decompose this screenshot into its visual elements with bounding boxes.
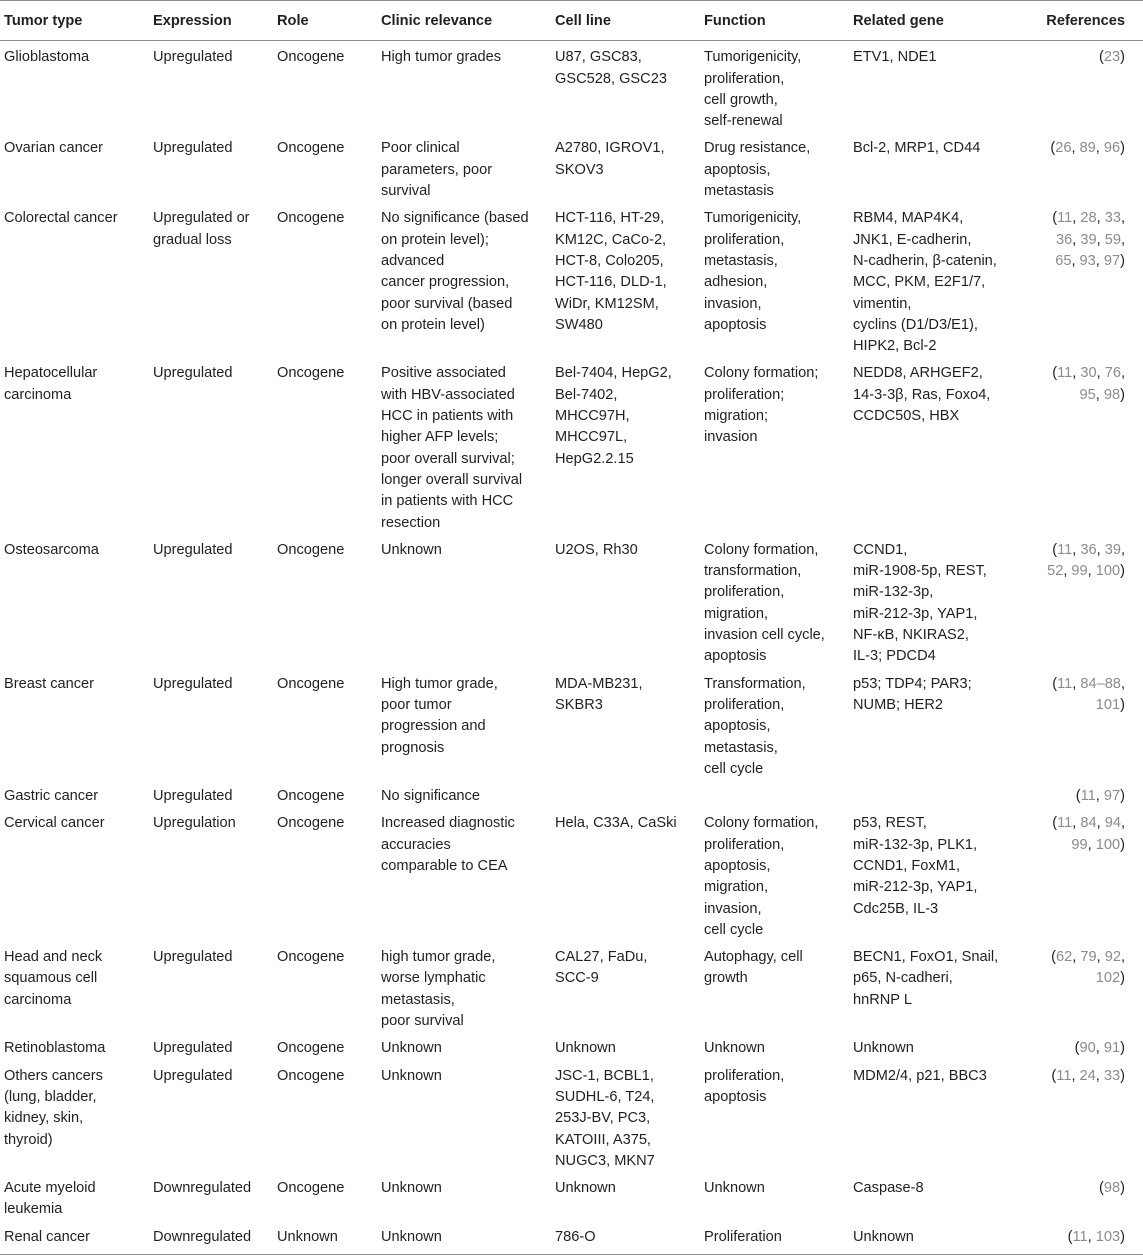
table-row: [0, 537, 1143, 671]
cell-clinic-relevance: High tumor grade, poor tumor progression and prognosis: [381, 675, 498, 756]
reference-link[interactable]: 76: [1104, 365, 1121, 382]
cell-tumor-type: Retinoblastoma: [4, 1040, 106, 1057]
cell-cell-line: Unknown: [555, 1040, 616, 1057]
cell-tumor-type: Gastric cancer: [4, 788, 99, 805]
cell-cell-line: HCT-116, HT-29, KM12C, CaCo-2, HCT-8, Colo205, HCT-116, DLD-1, WiDr, KM12SM, SW480: [555, 210, 667, 333]
cell-role: Oncogene: [277, 210, 345, 227]
cell-clinic-relevance: Poor clinical parameters, poor survival: [381, 140, 493, 200]
cell-tumor-type: Osteosarcoma: [4, 541, 99, 558]
cell-related-gene: ETV1, NDE1: [853, 49, 937, 66]
cell-clinic-relevance: Unknown: [381, 1180, 442, 1197]
reference-link[interactable]: 26: [1055, 140, 1072, 157]
cell-role: Oncogene: [277, 1040, 345, 1057]
cell-cell-line: Unknown: [555, 1180, 616, 1197]
cell-references: (11, 36, 39, 52, 99, 100): [1047, 541, 1125, 580]
reference-link[interactable]: 33: [1103, 1067, 1121, 1084]
cell-related-gene: RBM4, MAP4K4, JNK1, E-cadherin, N-cadherin, β-catenin, MCC, PKM, E2F1/7, vimentin, cyclins (D1/D3/E1), HIPK2, Bcl-2: [853, 210, 997, 355]
reference-link[interactable]: 11: [1057, 210, 1073, 227]
table-row: [0, 1035, 1143, 1062]
reference-link[interactable]: 30: [1080, 365, 1097, 382]
cell-tumor-type: Renal cancer: [0, 1224, 149, 1255]
cell-clinic-relevance: Increased diagnostic accuracies comparable to CEA: [381, 815, 515, 874]
table-row: [0, 783, 1143, 810]
reference-link[interactable]: 103: [1095, 1228, 1121, 1245]
cell-clinic-relevance: Unknown: [381, 1067, 442, 1084]
cell-expression: Upregulated: [153, 949, 233, 966]
cell-references: (62, 79, 92, 102): [1051, 949, 1125, 987]
reference-link[interactable]: 95: [1079, 386, 1096, 403]
reference-link[interactable]: 93: [1079, 252, 1096, 269]
reference-link[interactable]: 79: [1080, 949, 1097, 966]
cell-role: Oncogene: [277, 1067, 345, 1084]
cell-related-gene: Caspase-8: [853, 1180, 924, 1197]
header-role: Role: [273, 1, 377, 41]
reference-link[interactable]: 97: [1103, 788, 1121, 805]
cell-function: Unknown: [704, 1180, 765, 1197]
reference-link[interactable]: 39: [1104, 541, 1121, 558]
cell-tumor-type: Acute myeloid leukemia: [4, 1180, 96, 1218]
cell-cell-line: A2780, IGROV1, SKOV3: [555, 140, 665, 178]
cell-references: (90, 91): [1074, 1040, 1125, 1057]
cell-function: Tumorigenicity, proliferation, cell growth, self-renewal: [704, 49, 802, 130]
reference-link[interactable]: 11: [1056, 1067, 1072, 1084]
cell-role: Oncogene: [277, 365, 345, 382]
cell-function: Unknown: [704, 1040, 765, 1057]
cell-expression: Downregulated: [153, 1180, 252, 1197]
cell-expression: Upregulated: [153, 788, 233, 805]
cell-related-gene: Bcl-2, MRP1, CD44: [853, 140, 981, 157]
cell-clinic-relevance: Unknown: [377, 1224, 551, 1255]
cell-clinic-relevance: No significance (based on protein level); advanced cancer progression, poor survival (based on protein level): [381, 210, 529, 333]
cell-role: Unknown: [273, 1224, 377, 1255]
reference-link[interactable]: 100: [1095, 836, 1121, 853]
cell-function: Drug resistance, apoptosis, metastasis: [704, 140, 811, 200]
cell-expression: Upregulated: [153, 365, 233, 382]
cell-function: Proliferation: [700, 1224, 849, 1255]
reference-link[interactable]: 91: [1103, 1040, 1121, 1057]
cell-role: Oncogene: [277, 815, 345, 832]
header-references: References: [1040, 1, 1143, 41]
table-row: [0, 671, 1143, 783]
cell-expression: Upregulated: [153, 1067, 233, 1084]
cell-cell-line: U2OS, Rh30: [555, 541, 638, 558]
cell-expression: Upregulated or gradual loss: [153, 210, 250, 248]
reference-link[interactable]: 90: [1079, 1040, 1096, 1057]
cell-role: Oncogene: [277, 1180, 345, 1197]
cell-related-gene: NEDD8, ARHGEF2, 14-3-3β, Ras, Foxo4, CCDC50S, HBX: [853, 365, 991, 425]
cell-related-gene: CCND1, miR-1908-5p, REST, miR-132-3p, miR-212-3p, YAP1, NF-κB, NKIRAS2, IL-3; PDCD4: [853, 541, 987, 665]
cell-function: proliferation, apoptosis: [704, 1067, 785, 1105]
cell-clinic-relevance: high tumor grade, worse lymphatic metastasis, poor survival: [381, 949, 496, 1030]
reference-link[interactable]: 89: [1079, 140, 1096, 157]
reference-link[interactable]: 23: [1103, 49, 1121, 66]
cell-role: Oncogene: [277, 675, 345, 692]
cell-references: (11, 24, 33): [1051, 1067, 1125, 1084]
table-row: [0, 944, 1143, 1035]
header-cell-line: Cell line: [551, 1, 700, 41]
cell-role: Oncogene: [277, 541, 345, 558]
reference-link[interactable]: 84: [1080, 815, 1097, 832]
cell-tumor-type: Colorectal cancer: [4, 210, 118, 227]
cell-clinic-relevance: Positive associated with HBV-associated HCC in patients with higher AFP levels; poor overall survival; longer overall survival in patients with HCC resection: [381, 365, 523, 531]
cell-references: (11, 97): [1075, 788, 1125, 805]
cell-tumor-type: Cervical cancer: [4, 815, 105, 832]
cell-role: Oncogene: [277, 140, 345, 157]
cell-cell-line: U87, GSC83, GSC528, GSC23: [555, 49, 667, 87]
cell-role: Oncogene: [277, 788, 345, 805]
reference-link[interactable]: 98: [1103, 386, 1121, 403]
cell-references: (11, 84–88, 101): [1052, 675, 1125, 713]
cell-references: (98): [1099, 1180, 1125, 1197]
cell-related-gene: p53, REST, miR-132-3p, PLK1, CCND1, FoxM1, miR-212-3p, YAP1, Cdc25B, IL-3: [853, 815, 978, 917]
reference-link[interactable]: 62: [1056, 949, 1073, 966]
table-row: [0, 1063, 1143, 1175]
header-function: Function: [700, 1, 849, 41]
reference-link[interactable]: 84–88: [1080, 675, 1121, 692]
cell-related-gene: Unknown: [853, 1040, 914, 1057]
reference-link[interactable]: 97: [1103, 252, 1121, 269]
cell-cell-line: 786-O: [551, 1224, 700, 1255]
header-tumor-type: Tumor type: [0, 1, 149, 41]
cell-expression: Upregulated: [153, 541, 233, 558]
cell-function: Colony formation, proliferation, apoptosis, migration, invasion, cell cycle: [704, 815, 819, 938]
cell-tumor-type: Hepatocellular carcinoma: [4, 365, 98, 403]
cell-function: Tumorigenicity, proliferation, metastasis, adhesion, invasion, apoptosis: [704, 210, 802, 333]
cell-expression: Upregulated: [153, 1040, 233, 1057]
reference-link[interactable]: 33: [1104, 210, 1121, 227]
reference-link[interactable]: 39: [1080, 231, 1097, 248]
reference-link[interactable]: 98: [1103, 1180, 1121, 1197]
header-clinic-relevance: Clinic relevance: [377, 1, 551, 41]
table-row: [0, 205, 1143, 360]
reference-link[interactable]: 36: [1056, 231, 1073, 248]
reference-link[interactable]: 96: [1103, 140, 1121, 157]
cell-cell-line: Bel-7404, HepG2, Bel-7402, MHCC97H, MHCC97L, HepG2.2.15: [555, 365, 672, 467]
cell-related-gene: [849, 783, 1040, 810]
cell-cell-line: Hela, C33A, CaSki: [555, 815, 677, 832]
reference-link[interactable]: 11: [1057, 365, 1073, 382]
cell-related-gene: p53; TDP4; PAR3; NUMB; HER2: [853, 675, 972, 713]
reference-link[interactable]: 52: [1047, 563, 1064, 580]
cell-clinic-relevance: High tumor grades: [381, 49, 502, 66]
cell-expression: Upregulated: [153, 49, 233, 66]
cell-function: [700, 783, 849, 810]
cell-tumor-type: Head and neck squamous cell carcinoma: [4, 949, 103, 1008]
cell-clinic-relevance: Unknown: [381, 541, 442, 558]
cell-function: Transformation, proliferation, apoptosis, metastasis, cell cycle: [704, 675, 806, 777]
cell-tumor-type: Ovarian cancer: [4, 140, 103, 157]
reference-link[interactable]: 101: [1095, 696, 1121, 713]
cell-references: (11, 30, 76, 95, 98): [1052, 365, 1125, 403]
cell-function: Colony formation, transformation, proliferation, migration, invasion cell cycle, apoptosis: [704, 541, 825, 665]
reference-link[interactable]: 11: [1057, 541, 1073, 558]
reference-link[interactable]: 102: [1095, 970, 1121, 987]
cell-references: (11, 103): [1040, 1224, 1143, 1255]
reference-link[interactable]: 99: [1071, 563, 1088, 580]
header-related-gene: Related gene: [849, 1, 1040, 41]
cell-expression: Upregulation: [153, 815, 236, 832]
table-row: [0, 360, 1143, 536]
cell-cell-line: CAL27, FaDu, SCC-9: [555, 949, 648, 987]
reference-link[interactable]: 94: [1104, 815, 1121, 832]
table-row: [0, 1175, 1143, 1224]
cell-role: Oncogene: [277, 949, 345, 966]
reference-link[interactable]: 92: [1104, 949, 1121, 966]
reference-link[interactable]: 36: [1080, 541, 1097, 558]
header-expression: Expression: [149, 1, 273, 41]
cell-references: (26, 89, 96): [1050, 140, 1125, 157]
cell-tumor-type: Others cancers (lung, bladder, kidney, skin, thyroid): [4, 1067, 103, 1148]
cell-expression: Upregulated: [153, 140, 233, 157]
table-row: [0, 41, 1143, 136]
reference-link[interactable]: 59: [1104, 231, 1121, 248]
cell-references: (11, 28, 33, 36, 39, 59, 65, 93, 97): [1052, 210, 1125, 269]
cell-cell-line: JSC-1, BCBL1, SUDHL-6, T24, 253J-BV, PC3, KATOIII, A375, NUGC3, MKN7: [555, 1067, 655, 1169]
cell-references: (11, 84, 94, 99, 100): [1052, 815, 1125, 853]
cell-tumor-type: Glioblastoma: [4, 49, 90, 66]
reference-link[interactable]: 99: [1071, 836, 1088, 853]
cell-function: Autophagy, cell growth: [704, 949, 803, 987]
cell-cell-line: [551, 783, 700, 810]
reference-link[interactable]: 11: [1057, 675, 1073, 692]
reference-link[interactable]: 24: [1079, 1067, 1096, 1084]
cell-related-gene: BECN1, FoxO1, Snail, p65, N-cadheri, hnRNP L: [853, 949, 999, 1008]
cell-related-gene: Unknown: [849, 1224, 1040, 1255]
cell-clinic-relevance: No significance: [381, 788, 480, 805]
reference-link[interactable]: 11: [1057, 815, 1073, 832]
table-row: [0, 1224, 1143, 1255]
table-row: [0, 810, 1143, 944]
cell-cell-line: MDA-MB231, SKBR3: [555, 675, 643, 713]
cell-expression: Upregulated: [153, 675, 233, 692]
table-body: [0, 41, 1143, 1255]
reference-link[interactable]: 100: [1095, 563, 1121, 580]
cell-references: (23): [1099, 49, 1125, 66]
cell-tumor-type: Breast cancer: [4, 675, 95, 692]
reference-link[interactable]: 11: [1072, 1228, 1088, 1245]
reference-link[interactable]: 28: [1080, 210, 1097, 227]
table-row: [0, 135, 1143, 205]
cell-clinic-relevance: Unknown: [381, 1040, 442, 1057]
cell-role: Oncogene: [277, 49, 345, 66]
header-row: [0, 1, 1143, 41]
reference-link[interactable]: 65: [1055, 252, 1072, 269]
cell-expression: Downregulated: [149, 1224, 273, 1255]
cell-related-gene: MDM2/4, p21, BBC3: [853, 1067, 987, 1084]
cell-function: Colony formation; proliferation; migration; invasion: [704, 365, 819, 446]
reference-link[interactable]: 11: [1080, 788, 1096, 805]
